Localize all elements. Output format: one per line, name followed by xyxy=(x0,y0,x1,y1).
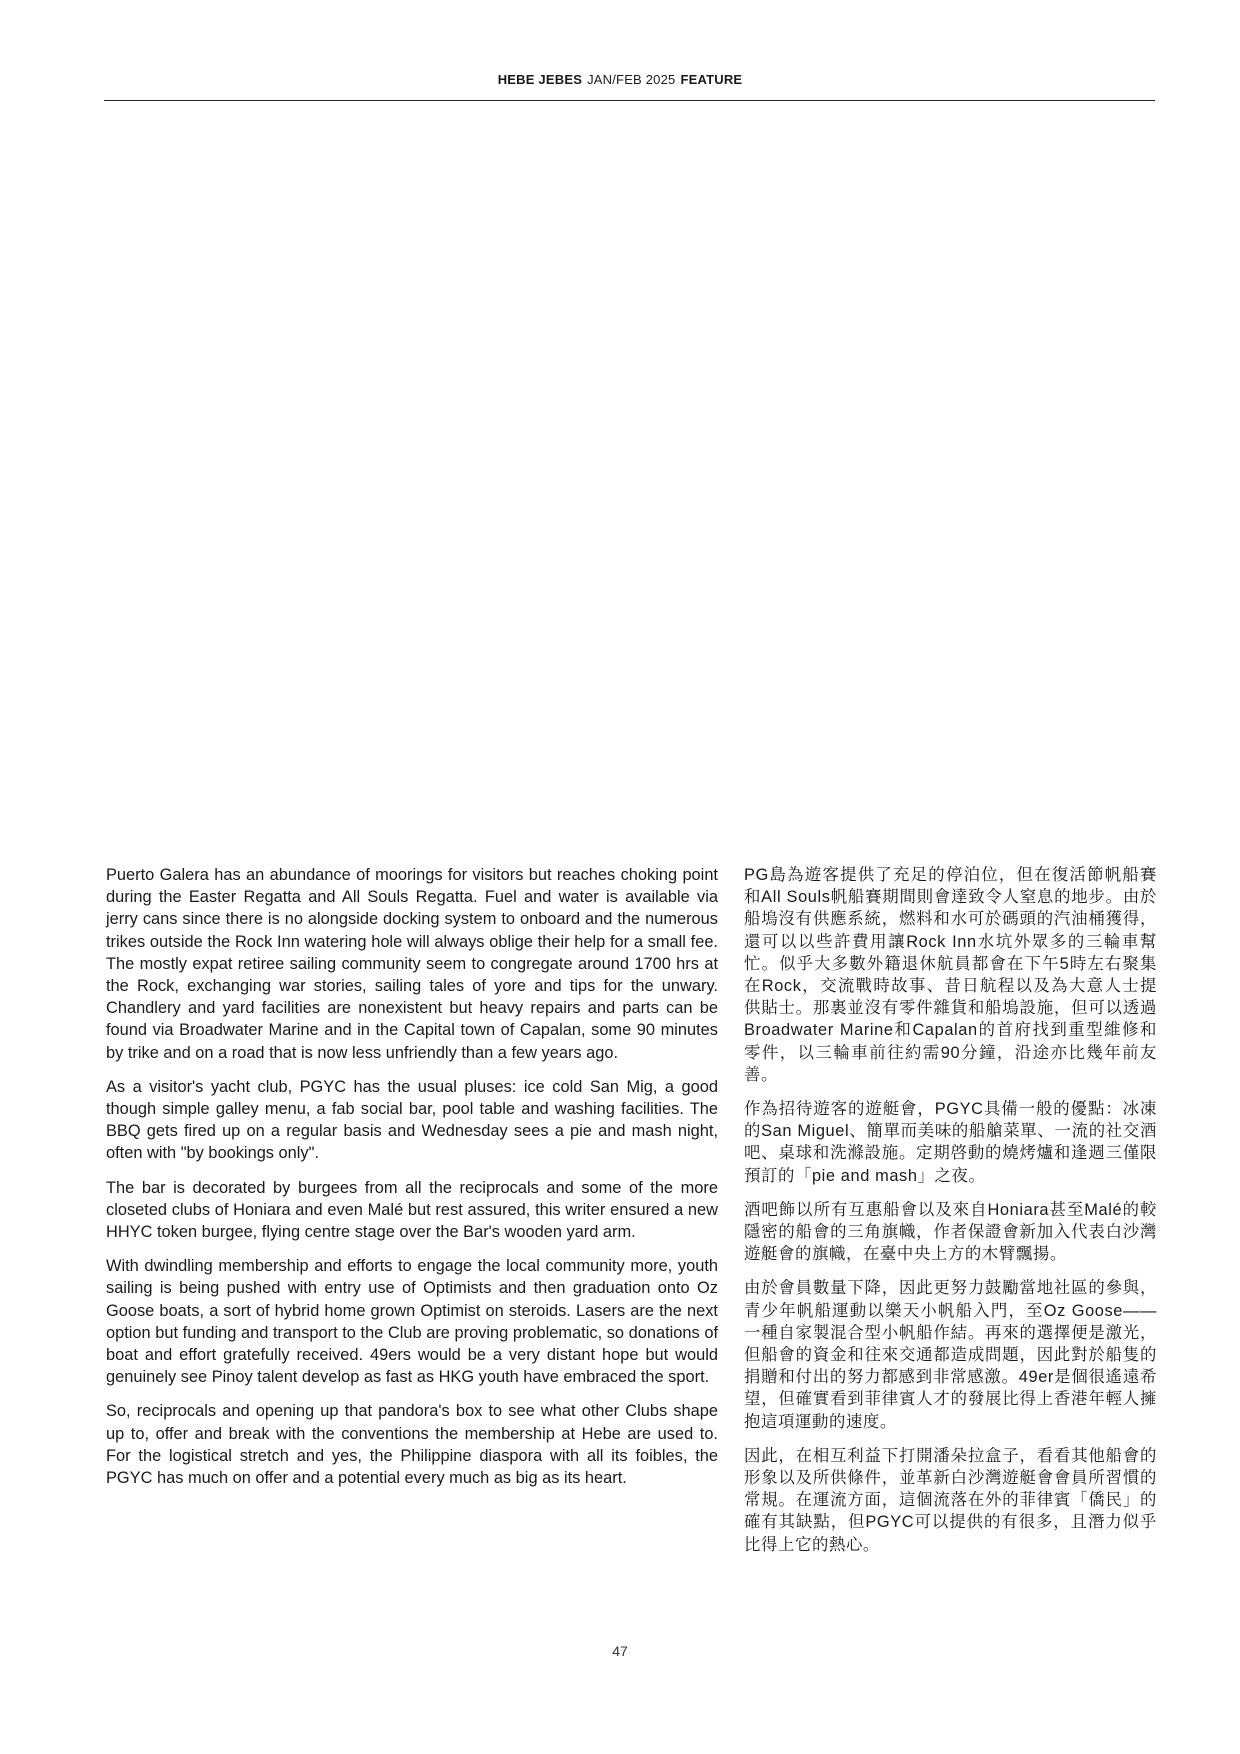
blank-image-area xyxy=(104,110,1155,850)
chinese-column xyxy=(744,864,1157,1568)
chinese-paragraph: 作為招待遊客的遊艇會，PGYC具備一般的優點：冰凍的San Miguel、簡單而美味的船艙菜單、一流的社交酒吧、桌球和洗滌設施。定期啓動的燒烤爐和逢週三僅限預訂的「pie and mash」之夜。 xyxy=(744,1100,1157,1185)
chinese-paragraph: 酒吧飾以所有互惠船會以及來自Honiara甚至Malé的較隱密的船會的三角旗幟，作者保證會新加入代表白沙灣遊艇會的旗幟，在臺中央上方的木臂飄揚。 xyxy=(744,1200,1157,1264)
page-number: 47 xyxy=(612,1643,628,1659)
running-header xyxy=(0,72,1240,87)
english-paragraph: Puerto Galera has an abundance of moorings for visitors but reaches choking point during the Easter Regatta and All Souls Regatta. Fuel and water is available via jerry cans since there is no alongside docking system to onboard and the numerous trikes outside the Rock Inn watering hole will always oblige their help for a small fee. The mostly expat retiree sailing community seem to congregate around 1700 hrs at the Rock, exchanging war stories, sailing tales of yore and tips for the unwary. Chandlery and yard facilities are nonexistent but heavy repairs and parts can be found via Broadwater Marine and in the Capital town of Capalan, some 90 minutes by trike and on a road that is now less unfriendly than a few years ago. xyxy=(106,866,718,1062)
publication-name: HEBE JEBES xyxy=(497,72,583,87)
chinese-paragraph: 因此，在相互利益下打開潘朵拉盒子，看看其他船會的形象以及所供條件，並革新白沙灣遊艇會會員所習慣的常規。在運流方面，這個流落在外的菲律賓「僑民」的確有其缺點，但PGYC可以提供的有很多，且潛力似乎比得上它的熱心。 xyxy=(744,1446,1157,1554)
english-paragraph: The bar is decorated by burgees from all the reciprocals and some of the more closeted clubs of Honiara and even Malé but rest assured, this writer ensured a new HHYC token burgee, flying centre stage over the Bar's wooden yard arm. xyxy=(106,1178,718,1242)
header-rule xyxy=(104,100,1155,101)
english-paragraph: With dwindling membership and efforts to engage the local community more, youth sailing is being pushed with entry use of Optimists and then graduation onto Oz Goose boats, a sort of hybrid home grown Optimist on steroids. Lasers are the next option but funding and transport to the Club are proving problematic, so donations of boat and effort gratefully received. 49ers would be a very distant hope but would genuinely see Pinoy talent develop as fast as HKG youth have embraced the sport. xyxy=(106,1257,718,1387)
issue-date: JAN/FEB 2025 xyxy=(587,72,676,87)
english-column xyxy=(106,864,718,1501)
english-paragraph: As a visitor's yacht club, PGYC has the usual pluses: ice cold San Mig, a good though simple galley menu, a fab social bar, pool table and washing facilities. The BBQ gets fired up on a regular basis and Wednesday sees a pie and mash night, often with "by bookings only". xyxy=(106,1077,718,1163)
chinese-paragraph: PG島為遊客提供了充足的停泊位，但在復活節帆船賽和All Souls帆船賽期間則會達致令人窒息的地步。由於船塢沒有供應系統，燃料和水可於碼頭的汽油桶獲得，還可以以些許費用讓Rock Inn水坑外眾多的三輪車幫忙。似乎大多數外籍退休航員都會在下午5時左右聚集在Rock，交流戰時故事、昔日航程以及為大意人士提供貼士。那裏並沒有零件雜貨和船塢設施，但可以透過Broadwater Marine和Capalan的首府找到重型維修和零件，以三輪車前往約需90分鐘，沿途亦比幾年前友善。 xyxy=(744,866,1157,1084)
english-paragraph: So, reciprocals and opening up that pandora's box to see what other Clubs shape up to, offer and break with the conventions the membership at Hebe are used to. For the logistical stretch and yes, the Philippine diaspora with all its foibles, the PGYC has much on offer and a potential every much as big as its heart. xyxy=(106,1402,718,1488)
chinese-paragraph: 由於會員數量下降，因此更努力鼓勵當地社區的參與，青少年帆船運動以樂天小帆船入門，至Oz Goose——一種自家製混合型小帆船作結。再來的選擇便是激光，但船會的資金和往來交通都造成問題，因此對於船隻的捐贈和付出的努力都感到非常感激。49er是個很遙遠希望，但確實看到菲律賓人才的發展比得上香港年輕人擁抱這項運動的速度。 xyxy=(744,1279,1157,1431)
section-name: FEATURE xyxy=(680,72,743,87)
